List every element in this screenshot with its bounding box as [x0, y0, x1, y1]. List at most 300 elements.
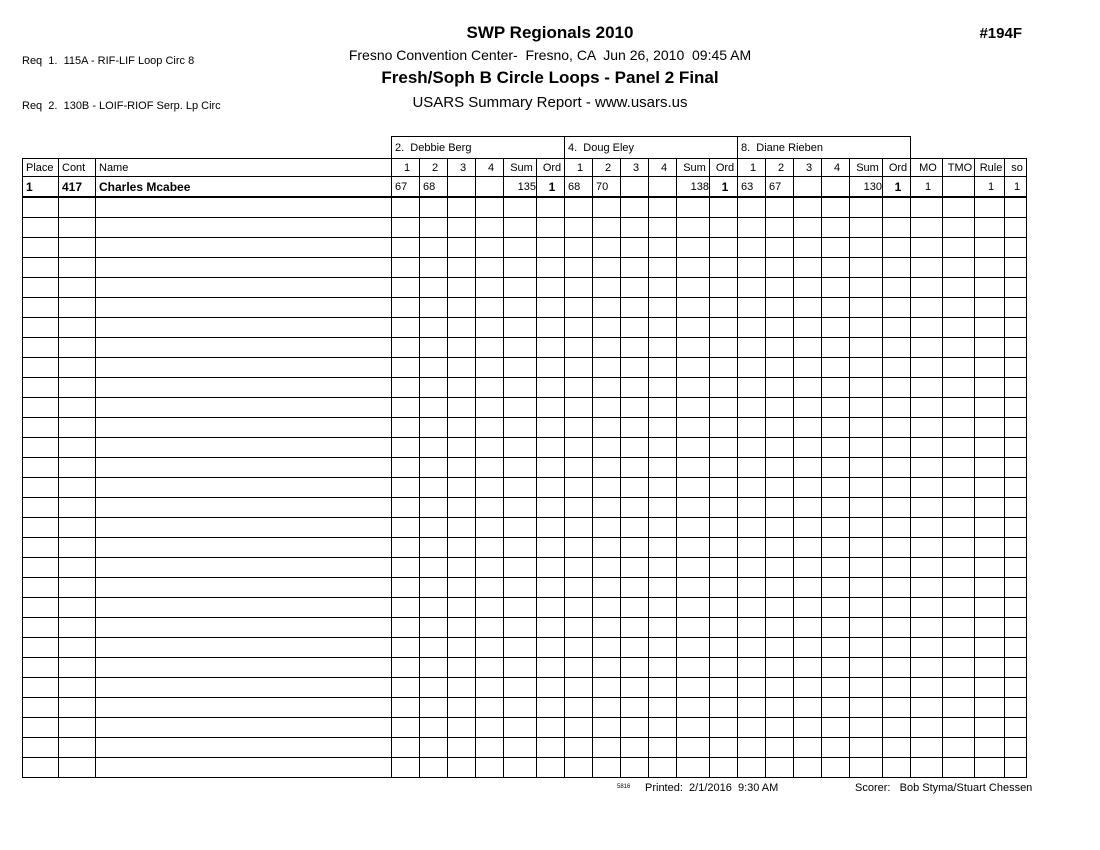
- cell-j1-score3: [448, 238, 476, 258]
- cell-j1-ord: [537, 338, 565, 358]
- empty-row-3: [23, 238, 1027, 258]
- cell-j2-sum: [677, 418, 710, 438]
- cell-j1-score2: 68: [420, 177, 448, 198]
- cell-j3-ord: [883, 197, 911, 218]
- judge-row-left-spacer: [23, 137, 392, 159]
- cell-mo: [911, 418, 943, 438]
- cell-j2-score2: [593, 378, 621, 398]
- cell-so: [1005, 758, 1027, 778]
- cell-j1-ord: [537, 418, 565, 438]
- cell-j2-score4: [649, 738, 677, 758]
- cell-name: [96, 218, 392, 238]
- cell-j1-sum: [504, 438, 537, 458]
- cell-j2-score2: [593, 678, 621, 698]
- cell-cont: [59, 258, 96, 278]
- judge-name-1: 2. Debbie Berg: [392, 137, 565, 159]
- cell-j3-score1: [738, 438, 766, 458]
- cell-j3-sum: [850, 638, 883, 658]
- cell-j1-score1: [392, 218, 420, 238]
- empty-row-15: [23, 478, 1027, 498]
- cell-j1-score1: [392, 678, 420, 698]
- cell-name: [96, 458, 392, 478]
- col-header-j3-2: 2: [766, 159, 794, 177]
- cell-mo: [911, 478, 943, 498]
- empty-row-20: [23, 578, 1027, 598]
- cell-mo: [911, 438, 943, 458]
- cell-j3-score3: [794, 478, 822, 498]
- cell-cont: [59, 458, 96, 478]
- cell-j3-score4: [822, 258, 850, 278]
- cell-j2-score1: [565, 318, 593, 338]
- cell-rule: [975, 698, 1005, 718]
- cell-j2-score2: [593, 218, 621, 238]
- cell-j2-score1: [565, 478, 593, 498]
- cell-tmo: [943, 678, 975, 698]
- cell-j2-score1: [565, 498, 593, 518]
- cell-j3-ord: [883, 758, 911, 778]
- cell-j1-score4: [476, 218, 504, 238]
- cell-j2-sum: [677, 518, 710, 538]
- cell-j3-score3: [794, 398, 822, 418]
- cell-name: [96, 418, 392, 438]
- cell-j3-score1: [738, 398, 766, 418]
- cell-j1-score4: [476, 678, 504, 698]
- cell-tmo: [943, 418, 975, 438]
- col-header-j3-sum: Sum: [850, 159, 883, 177]
- cell-place: [23, 638, 59, 658]
- cell-mo: [911, 718, 943, 738]
- cell-tmo: [943, 658, 975, 678]
- cell-place: [23, 478, 59, 498]
- cell-j3-score4: [822, 338, 850, 358]
- cell-j3-score3: [794, 538, 822, 558]
- cell-j2-score1: [565, 578, 593, 598]
- cell-cont: [59, 438, 96, 458]
- cell-j1-sum: [504, 598, 537, 618]
- cell-j3-score3: [794, 718, 822, 738]
- cell-j1-score1: [392, 758, 420, 778]
- cell-j3-score2: [766, 658, 794, 678]
- cell-name: [96, 678, 392, 698]
- judge-name-3: 8. Diane Rieben: [738, 137, 911, 159]
- cell-cont: [59, 618, 96, 638]
- cell-tmo: [943, 638, 975, 658]
- cell-rule: [975, 358, 1005, 378]
- cell-j3-ord: [883, 498, 911, 518]
- cell-cont: [59, 658, 96, 678]
- cell-mo: [911, 518, 943, 538]
- cell-name: [96, 258, 392, 278]
- cell-j3-score1: [738, 598, 766, 618]
- cell-j2-score4: [649, 338, 677, 358]
- cell-j3-score4: [822, 718, 850, 738]
- cell-place: [23, 197, 59, 218]
- cell-so: [1005, 538, 1027, 558]
- cell-j1-sum: [504, 518, 537, 538]
- cell-j1-sum: [504, 278, 537, 298]
- req-line-1: Req 1. 115A - RIF-LIF Loop Circ 8: [22, 55, 195, 67]
- cell-j3-score2: [766, 218, 794, 238]
- cell-j3-score1: [738, 698, 766, 718]
- cell-j3-score2: [766, 558, 794, 578]
- cell-cont: [59, 197, 96, 218]
- cell-j1-sum: [504, 478, 537, 498]
- cell-tmo: [943, 238, 975, 258]
- col-header-j2-sum: Sum: [677, 159, 710, 177]
- cell-mo: [911, 658, 943, 678]
- cell-j1-sum: [504, 258, 537, 278]
- cell-j3-sum: [850, 538, 883, 558]
- col-header-rule: Rule: [975, 159, 1005, 177]
- cell-j3-score4: [822, 197, 850, 218]
- cell-j3-sum: [850, 318, 883, 338]
- cell-j1-sum: [504, 678, 537, 698]
- cell-j2-ord: [710, 598, 738, 618]
- cell-mo: [911, 458, 943, 478]
- cell-j2-sum: [677, 298, 710, 318]
- cell-rule: [975, 318, 1005, 338]
- cell-j3-score3: [794, 278, 822, 298]
- cell-j2-score3: [621, 538, 649, 558]
- cell-place: [23, 258, 59, 278]
- cell-j1-ord: [537, 598, 565, 618]
- cell-tmo: [943, 538, 975, 558]
- cell-place: [23, 238, 59, 258]
- cell-j1-score4: [476, 598, 504, 618]
- cell-j3-score3: [794, 698, 822, 718]
- cell-j2-sum: [677, 278, 710, 298]
- empty-row-5: [23, 278, 1027, 298]
- cell-j3-score4: [822, 678, 850, 698]
- col-header-name: Name: [96, 159, 392, 177]
- cell-mo: [911, 578, 943, 598]
- empty-row-24: [23, 658, 1027, 678]
- cell-j2-score4: [649, 238, 677, 258]
- cell-j3-score1: [738, 298, 766, 318]
- cell-j1-score3: [448, 478, 476, 498]
- cell-j3-sum: [850, 498, 883, 518]
- cell-rule: 1: [975, 177, 1005, 198]
- cell-j2-score4: [649, 378, 677, 398]
- cell-j2-sum: [677, 718, 710, 738]
- cell-mo: [911, 378, 943, 398]
- cell-j3-score2: [766, 358, 794, 378]
- cell-j2-ord: [710, 398, 738, 418]
- cell-tmo: [943, 298, 975, 318]
- cell-j2-score1: [565, 418, 593, 438]
- cell-j3-score2: [766, 598, 794, 618]
- cell-j3-sum: [850, 238, 883, 258]
- empty-row-25: [23, 678, 1027, 698]
- cell-j1-score4: [476, 538, 504, 558]
- cell-j2-ord: [710, 718, 738, 738]
- cell-j2-score3: [621, 197, 649, 218]
- cell-j1-ord: [537, 698, 565, 718]
- cell-j3-score1: [738, 478, 766, 498]
- cell-j3-score3: [794, 638, 822, 658]
- cell-j1-score1: [392, 658, 420, 678]
- cell-j1-ord: [537, 478, 565, 498]
- cell-j2-ord: [710, 318, 738, 338]
- cell-cont: [59, 238, 96, 258]
- cell-so: [1005, 197, 1027, 218]
- cell-j2-score1: [565, 598, 593, 618]
- cell-so: [1005, 358, 1027, 378]
- cell-j3-sum: [850, 478, 883, 498]
- cell-j1-score4: [476, 298, 504, 318]
- cell-j1-score2: [420, 518, 448, 538]
- cell-rule: [975, 218, 1005, 238]
- cell-name: [96, 197, 392, 218]
- cell-j1-score3: [448, 358, 476, 378]
- cell-j2-sum: [677, 738, 710, 758]
- cell-j3-score4: [822, 638, 850, 658]
- cell-j3-ord: [883, 738, 911, 758]
- cell-j1-score3: [448, 658, 476, 678]
- cell-so: [1005, 678, 1027, 698]
- empty-row-19: [23, 558, 1027, 578]
- report-header: [0, 23, 1100, 111]
- col-header-so: so: [1005, 159, 1027, 177]
- cell-j1-score1: [392, 598, 420, 618]
- cell-j1-sum: [504, 358, 537, 378]
- cell-j2-ord: [710, 618, 738, 638]
- col-header-place: Place: [23, 159, 59, 177]
- cell-j2-score1: [565, 238, 593, 258]
- cell-j2-sum: [677, 438, 710, 458]
- cell-j1-score2: [420, 218, 448, 238]
- cell-j2-score2: [593, 598, 621, 618]
- cell-j3-ord: [883, 698, 911, 718]
- cell-j3-ord: [883, 318, 911, 338]
- cell-j2-score1: [565, 618, 593, 638]
- cell-mo: [911, 598, 943, 618]
- cell-j3-score1: [738, 678, 766, 698]
- cell-j2-score3: [621, 578, 649, 598]
- cell-mo: [911, 278, 943, 298]
- cell-j1-sum: [504, 558, 537, 578]
- cell-j3-score4: [822, 498, 850, 518]
- cell-j3-score3: [794, 298, 822, 318]
- cell-j2-score4: [649, 598, 677, 618]
- report-type-line: USARS Summary Report - www.usars.us: [412, 94, 688, 111]
- cell-j3-score1: [738, 578, 766, 598]
- cell-j2-score4: [649, 218, 677, 238]
- cell-j3-sum: [850, 758, 883, 778]
- cell-j1-score3: [448, 718, 476, 738]
- cell-j3-score2: [766, 438, 794, 458]
- cell-place: [23, 558, 59, 578]
- cell-j1-score3: [448, 698, 476, 718]
- cell-j1-ord: [537, 197, 565, 218]
- cell-place: [23, 438, 59, 458]
- cell-j1-score3: [448, 218, 476, 238]
- req-line-2: Req 2. 130B - LOIF-RIOF Serp. Lp Circ: [22, 100, 221, 112]
- cell-j2-score2: [593, 197, 621, 218]
- cell-j1-score1: [392, 418, 420, 438]
- cell-j2-score4: [649, 638, 677, 658]
- cell-j1-sum: [504, 318, 537, 338]
- cell-place: [23, 718, 59, 738]
- scorer-line: Scorer: Bob Styma/Stuart Chessen: [855, 782, 1033, 794]
- cell-j1-score1: 67: [392, 177, 420, 198]
- cell-j1-score4: [476, 197, 504, 218]
- cell-j2-sum: [677, 618, 710, 638]
- cell-j3-sum: [850, 218, 883, 238]
- cell-cont: [59, 678, 96, 698]
- cell-place: [23, 578, 59, 598]
- judge-name-2: 4. Doug Eley: [565, 137, 738, 159]
- cell-j2-score1: [565, 398, 593, 418]
- col-header-j2-3: 3: [621, 159, 649, 177]
- cell-name: [96, 578, 392, 598]
- cell-j2-score4: [649, 718, 677, 738]
- cell-j1-score4: [476, 418, 504, 438]
- cell-j1-ord: [537, 458, 565, 478]
- cell-j2-score3: [621, 618, 649, 638]
- cell-j2-ord: [710, 298, 738, 318]
- cell-j2-sum: [677, 258, 710, 278]
- cell-j2-score2: [593, 738, 621, 758]
- cell-j3-sum: [850, 438, 883, 458]
- cell-j2-score2: [593, 338, 621, 358]
- cell-mo: [911, 358, 943, 378]
- cell-name: [96, 598, 392, 618]
- cell-tmo: [943, 438, 975, 458]
- cell-j3-score2: [766, 618, 794, 638]
- cell-j3-ord: [883, 518, 911, 538]
- cell-j1-score1: [392, 618, 420, 638]
- cell-so: [1005, 258, 1027, 278]
- cell-j2-score2: [593, 538, 621, 558]
- cell-j3-score3: [794, 458, 822, 478]
- cell-j1-score2: [420, 558, 448, 578]
- cell-mo: [911, 338, 943, 358]
- cell-j3-score2: [766, 458, 794, 478]
- cell-j3-score3: [794, 618, 822, 638]
- cell-tmo: [943, 558, 975, 578]
- cell-j2-sum: [677, 498, 710, 518]
- cell-mo: [911, 238, 943, 258]
- cell-j2-score3: [621, 238, 649, 258]
- cell-place: [23, 618, 59, 638]
- cell-j3-score2: [766, 318, 794, 338]
- cell-j1-sum: [504, 197, 537, 218]
- cell-j1-score4: [476, 718, 504, 738]
- cell-j2-score1: [565, 258, 593, 278]
- cell-j2-ord: [710, 458, 738, 478]
- cell-j2-score2: [593, 638, 621, 658]
- cell-j1-sum: [504, 398, 537, 418]
- footer-code: 5816: [617, 784, 631, 790]
- cell-j3-sum: [850, 578, 883, 598]
- cell-j1-score4: [476, 438, 504, 458]
- cell-j2-score4: [649, 698, 677, 718]
- cell-j1-score1: [392, 498, 420, 518]
- cell-so: [1005, 558, 1027, 578]
- cell-j1-score1: [392, 358, 420, 378]
- cell-j1-score2: [420, 498, 448, 518]
- cell-j3-score2: [766, 378, 794, 398]
- cell-name: [96, 738, 392, 758]
- cell-j3-score1: [738, 418, 766, 438]
- cell-mo: [911, 618, 943, 638]
- cell-j3-ord: [883, 558, 911, 578]
- cell-cont: [59, 298, 96, 318]
- cell-place: 1: [23, 177, 59, 198]
- cell-j1-score2: [420, 658, 448, 678]
- cell-j2-sum: [677, 758, 710, 778]
- cell-so: [1005, 618, 1027, 638]
- cell-rule: [975, 538, 1005, 558]
- cell-j3-sum: [850, 378, 883, 398]
- cell-j1-score4: [476, 498, 504, 518]
- cell-j2-score4: [649, 478, 677, 498]
- cell-j2-score3: [621, 177, 649, 198]
- cell-j2-ord: [710, 438, 738, 458]
- cell-j1-score2: [420, 338, 448, 358]
- cell-j1-score2: [420, 618, 448, 638]
- cell-j3-score2: [766, 398, 794, 418]
- cell-rule: [975, 678, 1005, 698]
- cell-j1-score1: [392, 278, 420, 298]
- cell-j1-score4: [476, 278, 504, 298]
- cell-j3-sum: [850, 358, 883, 378]
- cell-j1-score1: [392, 378, 420, 398]
- cell-name: [96, 538, 392, 558]
- cell-j3-sum: [850, 458, 883, 478]
- cell-tmo: [943, 177, 975, 198]
- cell-cont: [59, 758, 96, 778]
- cell-j3-score1: [738, 258, 766, 278]
- cell-name: Charles Mcabee: [96, 177, 392, 198]
- cell-j2-sum: [677, 378, 710, 398]
- cell-j3-ord: [883, 638, 911, 658]
- cell-j3-score4: [822, 418, 850, 438]
- cell-j1-ord: [537, 638, 565, 658]
- cell-tmo: [943, 278, 975, 298]
- cell-mo: [911, 558, 943, 578]
- empty-row-12: [23, 418, 1027, 438]
- cell-j1-ord: [537, 578, 565, 598]
- cell-j3-ord: 1: [883, 177, 911, 198]
- cell-j1-ord: [537, 658, 565, 678]
- cell-j2-score4: [649, 177, 677, 198]
- cell-j2-sum: [677, 238, 710, 258]
- cell-j2-ord: [710, 698, 738, 718]
- cell-j1-sum: [504, 538, 537, 558]
- cell-j1-score2: [420, 578, 448, 598]
- cell-so: [1005, 518, 1027, 538]
- cell-j3-score2: [766, 478, 794, 498]
- printed-line: Printed: 2/1/2016 9:30 AM: [645, 782, 779, 794]
- cell-j3-score3: [794, 518, 822, 538]
- cell-j1-ord: [537, 538, 565, 558]
- cell-j1-score2: [420, 398, 448, 418]
- cell-j2-sum: [677, 698, 710, 718]
- cell-j3-ord: [883, 718, 911, 738]
- cell-j2-score1: [565, 518, 593, 538]
- cell-j1-score1: [392, 238, 420, 258]
- cell-name: [96, 558, 392, 578]
- cell-place: [23, 378, 59, 398]
- cell-j1-score3: [448, 458, 476, 478]
- cell-j2-score2: [593, 478, 621, 498]
- cell-j3-score4: [822, 538, 850, 558]
- cell-j2-score1: [565, 458, 593, 478]
- cell-j3-ord: [883, 258, 911, 278]
- cell-j3-score4: [822, 518, 850, 538]
